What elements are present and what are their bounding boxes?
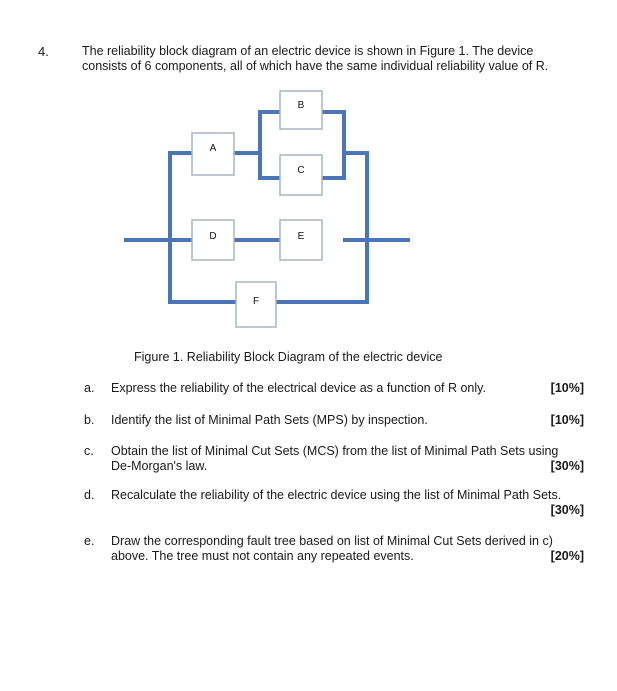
item-text: Identify the list of Minimal Path Sets (MPS) by inspection. [111,413,428,427]
item-text-line-2: above. The tree must not contain any repeated events. [111,549,414,563]
block-d-label: D [209,231,217,242]
intro-line-1: The reliability block diagram of an electric device is shown in Figure 1. The device [82,44,534,58]
item-letter: b. [84,413,95,427]
block-e-label: E [297,231,305,242]
block-a-label: A [209,143,217,154]
item-text: Express the reliability of the electrical device as a function of R only. [111,381,486,395]
block-a [192,133,234,175]
item-letter: e. [84,534,95,548]
block-b-label: B [297,100,305,111]
item-letter: c. [84,444,94,458]
item-text-line-1: Draw the corresponding fault tree based on list of Minimal Cut Sets derived in c) [111,534,553,548]
item-mark: [10%] [550,413,584,427]
item-mark: [10%] [550,381,584,395]
question-number: 4. [38,44,49,59]
item-text: Recalculate the reliability of the electric device using the list of Minimal Path Sets. [111,488,562,502]
block-c-label: C [297,165,305,176]
item-mark: [20%] [550,549,584,563]
intro-line-2: consists of 6 components, all of which have the same individual reliability value of R. [82,59,549,73]
item-text-line-1: Obtain the list of Minimal Cut Sets (MCS) from the list of Minimal Path Sets using [111,444,559,458]
item-mark: [30%] [550,459,584,473]
item-text-line-2: De-Morgan's law. [111,459,208,473]
item-letter: a. [84,381,95,395]
item-mark: [30%] [550,503,584,517]
figure-caption: Figure 1. Reliability Block Diagram of the electric device [134,350,443,364]
block-f-label: F [252,296,260,307]
item-letter: d. [84,488,95,502]
